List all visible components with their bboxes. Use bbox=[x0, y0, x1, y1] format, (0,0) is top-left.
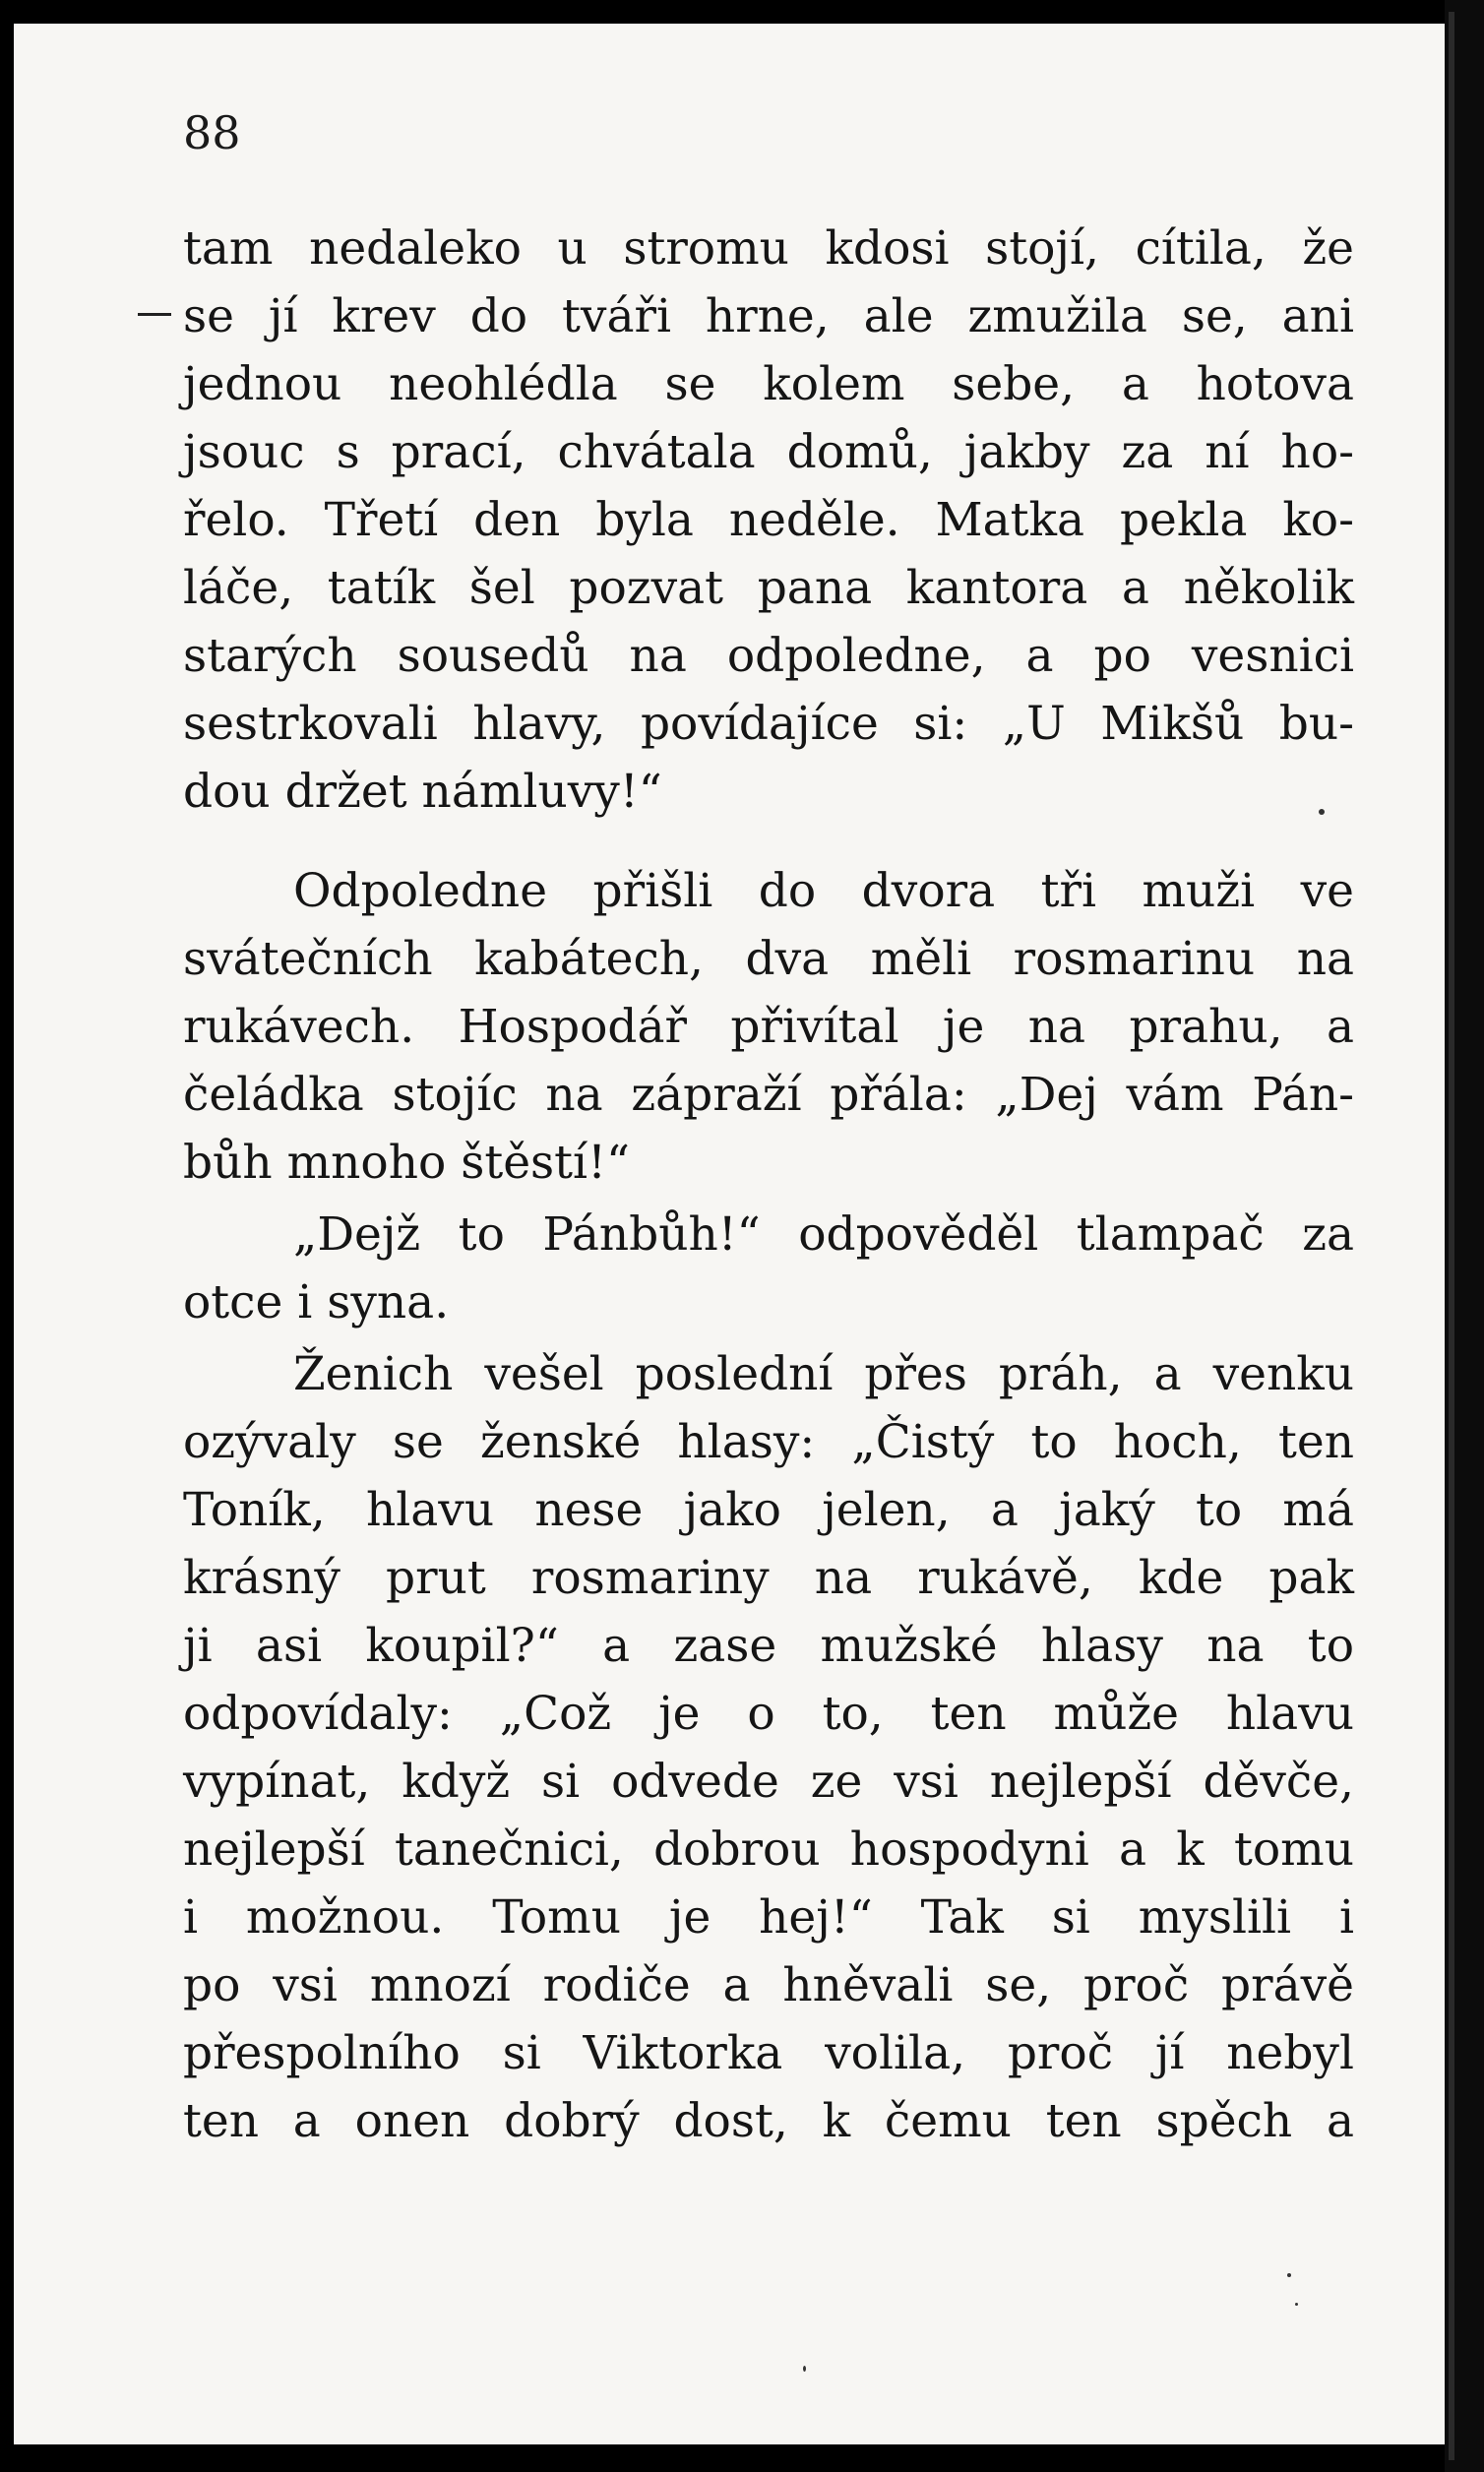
paragraph-2 bbox=[183, 857, 1354, 1197]
text-line: Toník, hlavu nese jako jelen, a jaký to má bbox=[183, 1483, 1354, 1537]
text-line: odpovídaly: „Což je o to, ten může hlavu bbox=[183, 1687, 1354, 1741]
text-line: láče, tatík šel pozvat pana kantora a několik bbox=[183, 561, 1354, 615]
text-line: bůh mnoho štěstí!“ bbox=[183, 1136, 630, 1190]
text-line: Odpoledne přišli do dvora tři muži ve bbox=[293, 864, 1354, 918]
body-text bbox=[183, 215, 1354, 2155]
text-line: vypínat, když si odvede ze vsi nejlepší děvče, bbox=[183, 1755, 1354, 1809]
text-line: rukávech. Hospodář přivítal je na prahu, a bbox=[183, 1000, 1354, 1054]
page-number: 88 bbox=[183, 106, 241, 159]
text-line: řelo. Třetí den byla neděle. Matka pekla ko- bbox=[183, 493, 1354, 547]
text-line: ten a onen dobrý dost, k čemu ten spěch a bbox=[183, 2094, 1354, 2148]
text-line: jsouc s prací, chvátala domů, jakby za ní ho- bbox=[183, 425, 1354, 479]
text-line: i možnou. Tomu je hej!“ Tak si myslili i bbox=[183, 1890, 1354, 1945]
text-line: čeládka stojíc na zápraží přála: „Dej vám Pán- bbox=[183, 1068, 1354, 1122]
print-speck bbox=[803, 2366, 806, 2372]
text-line: ji asi koupil?“ a zase mužské hlasy na to bbox=[183, 1619, 1354, 1673]
text-line: Ženich vešel poslední přes práh, a venku bbox=[293, 1347, 1354, 1401]
text-line: krásný prut rosmariny na rukávě, kde pak bbox=[183, 1551, 1354, 1605]
text-line: „Dejž to Pánbůh!“ odpověděl tlampač za bbox=[293, 1207, 1354, 1262]
text-line: přespolního si Viktorka volila, proč jí nebyl bbox=[183, 2026, 1354, 2080]
text-line: nejlepší tanečnici, dobrou hospodyni a k tomu bbox=[183, 1823, 1354, 1877]
text-line: tam nedaleko u stromu kdosi stojí, cítila, že bbox=[183, 221, 1354, 276]
text-line: ozývaly se ženské hlasy: „Čistý to hoch, ten bbox=[183, 1415, 1354, 1469]
text-line: starých sousedů na odpoledne, a po vesnici bbox=[183, 629, 1354, 683]
paragraph-1 bbox=[183, 215, 1354, 826]
paragraph-3 bbox=[183, 1201, 1354, 1336]
text-line: jednou neohlédla se kolem sebe, a hotova bbox=[183, 357, 1354, 411]
paragraph-4 bbox=[183, 1340, 1354, 2155]
print-speck bbox=[1295, 2303, 1298, 2306]
margin-mark bbox=[138, 313, 171, 316]
text-line: po vsi mnozí rodiče a hněvali se, proč právě bbox=[183, 1958, 1354, 2012]
text-line: se jí krev do tváři hrne, ale zmužila se, ani bbox=[183, 289, 1354, 343]
print-speck bbox=[1287, 2273, 1291, 2277]
text-line: otce i syna. bbox=[183, 1275, 450, 1329]
text-line: sestrkovali hlavy, povídajíce si: „U Mikšů bu- bbox=[183, 697, 1354, 751]
page-edge-line bbox=[1449, 12, 1454, 2460]
text-line: svátečních kabátech, dva měli rosmarinu na bbox=[183, 932, 1354, 986]
text-line: dou držet námluvy!“ bbox=[183, 765, 662, 819]
print-speck bbox=[1319, 809, 1325, 815]
